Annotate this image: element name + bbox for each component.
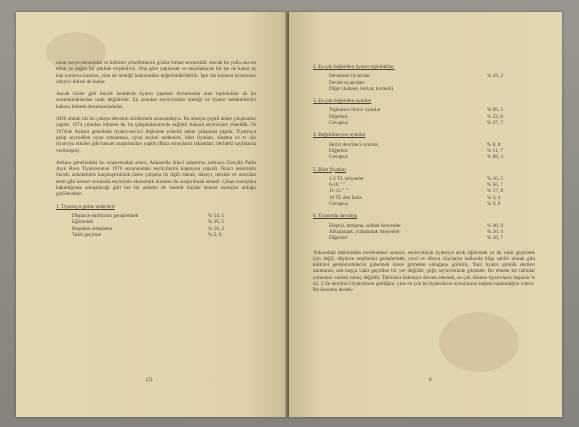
table-row: Cevapsız % 88, 3 — [329, 154, 503, 161]
table-row: Diğerleri % 23, 0 — [329, 113, 503, 120]
section-heading: 3. En çok beğenilen oyunlar — [313, 98, 372, 105]
table-row: Boşalma rahatlama % 10, 2 — [72, 225, 224, 232]
section-heading: 2. En çok beğenilen tiyatro topluluklar: — [313, 64, 395, 70]
paragraph: ADS olarak biz bu çabaya devamlı sürdürmek arzusundayız. Bu amaçla çeşitli anket çalışmaları yaptık. 1974 yılından itibaren de, bu çalışmalarımızda sağlıklı Ankara seyircisine yöneldik. Ve 1974'de Ankara genelinde tiyatro-seyirci ilişkisine yönelik anket çalışması yaptık; Tiyatroya gelip seyredilen oyun ortalaması, oyun seçimi nedenleri, bilet fiyatları, sinema ve tv nin tiyatroya etkileri gibi benzer araştırmaları yaptık (Bazı sonuçların rakamları; ilerideki sayfalarda verilmiştir). — [56, 116, 256, 154]
paragraph: Yukarıdaki tablolardan incelenmesi sonucu, seyircimizin tiyatroya artık eğlenmek ya da vakit geçirmek için değil, düşünce emirlerini genişletmek, yurd ve dünya olaylarını halkında bilgi sahibi olmak gibi kültürel gereksinimlerini gidermek üzere gitmekte olduğunu görürüz. Yani tiyatro günlük dertleri unutturan, salt boşça vakit geçirilen bir yer değildir, çoğu seyircimizde gözünde. Bu elbette bir tablolar yolundan varılan sonuç değildir. Tablolara bakmaya devam edersek, en çok izlenen tiyatroların başında % 42, 2 ile devrimci tiyatroların geldiğini, yine en çok bu tiyatroların oyunlarının beğeni toplandığını izleriz. Bu konumu destek- — [313, 249, 535, 294]
table-row: Cevapsız % 9, 6 — [329, 201, 501, 208]
right-page — [289, 12, 562, 417]
table-row: Eğlenmek % 30, 5 — [72, 219, 224, 226]
table-row: Alkışlamak, yuhalamak isteyenler % 26, 4 — [329, 228, 503, 235]
table-row: 11-15 " " % 17, 8 — [329, 188, 503, 195]
stats-table — [313, 73, 535, 92]
table-row: Vakit geçirme % 5, 0 — [72, 231, 222, 238]
table-row: Diğer (kabare, bulvar, komedi) — [329, 85, 394, 92]
paragraph: onun sosyo-ekonomik ve kültürel yönelimlerini gözler önüne sermesidir. Ancak bu yolla ona en etkin ve doğru bir şekilde erişebiliriz. Ona göre yapılacak ve tasarlanacak bir işe ne kadar az kişi katılırsa katılsın, yine de niteliği bakımından değerlendirilebilir. İşte söz konusu tiyatronun izleyici kitlesi de budur. — [56, 60, 256, 85]
table-row: Devlet tiyatroları — [329, 79, 365, 86]
open-booklet — [16, 12, 562, 417]
stats-table — [56, 213, 256, 238]
table-row: 6-10 " " % 56, 7 — [329, 182, 503, 189]
page-number: (5) — [146, 377, 153, 383]
paragraph: Ancak bizler gibi büyük kentlerde tiyatro yapmak durumunda olan topluluklar da bu sorumluluklardan uzak değildirler. En azından seyircimizin niteliği ve tiyatro beklentilerini kabaca bilmek durumundadırlar. — [56, 91, 256, 110]
stats-table — [313, 223, 535, 242]
page-number: 6 — [429, 377, 432, 383]
table-row: 1-5 TL istiyenler % 10, 5 — [329, 175, 503, 182]
section-heading: 6. Tiyatroda davranış — [313, 213, 357, 220]
table-row: Diğerleri % 11, 7 — [329, 147, 503, 154]
paper-stain — [439, 312, 519, 372]
section-heading: 4. Beğenilmeyen oyunlar — [313, 132, 366, 139]
paragraph: Ankara genelindeki bu araştırmadan sonra, Ankara'da ikinci araştırma yalnızca Gençlik Parkı Açık Hava Tiyatrosunun 1976 sezonundaki seyircilerini kapsayan yapıldı. İkinci anketimiz önceki anketimizle karşılaştırılmak üzere çalışma ile ilgili olarak, düzeyi, meslek ve oturulan semt gibi benzer sorularla seyircinin ekonomik durumu da araştırılmak istendi. Çıkan sonuçlara bakıldığında anlaşılacağı gibi her iki anketin de önemli ölçüde benzer sonuçlar olduğu görülecektir. — [56, 159, 256, 198]
table-row: Diğerleri % 26, 7 — [329, 235, 503, 242]
table-row: Toplumcu ilerici oyunlar % 89, 2 — [329, 107, 503, 114]
table-row: İlerici devrimci oyunlar % 0, 0 — [329, 141, 501, 148]
table-row: Eleştiri, tartışma, sohbet isteyenler % 46, 9 — [329, 222, 503, 229]
section-heading: 1. Tiyatroya gitme nedenleri — [56, 203, 115, 210]
table-row: Devemsel tiyatrolar % 43, 2 — [329, 73, 503, 80]
table-row: Düşünce emirlarını genişletmek % 54, 5 — [72, 212, 224, 219]
table-row: 16 TL den fazla % 3, 4 — [329, 194, 501, 201]
left-page — [16, 12, 287, 417]
stats-table — [313, 107, 535, 126]
stats-table — [313, 142, 535, 161]
right-page-text — [313, 58, 535, 300]
stats-table — [313, 176, 535, 207]
section-heading: 5. Bilet fiyatları — [313, 166, 346, 173]
left-page-text — [56, 60, 256, 238]
table-row: Cevapsız % 37, 7 — [329, 120, 503, 127]
